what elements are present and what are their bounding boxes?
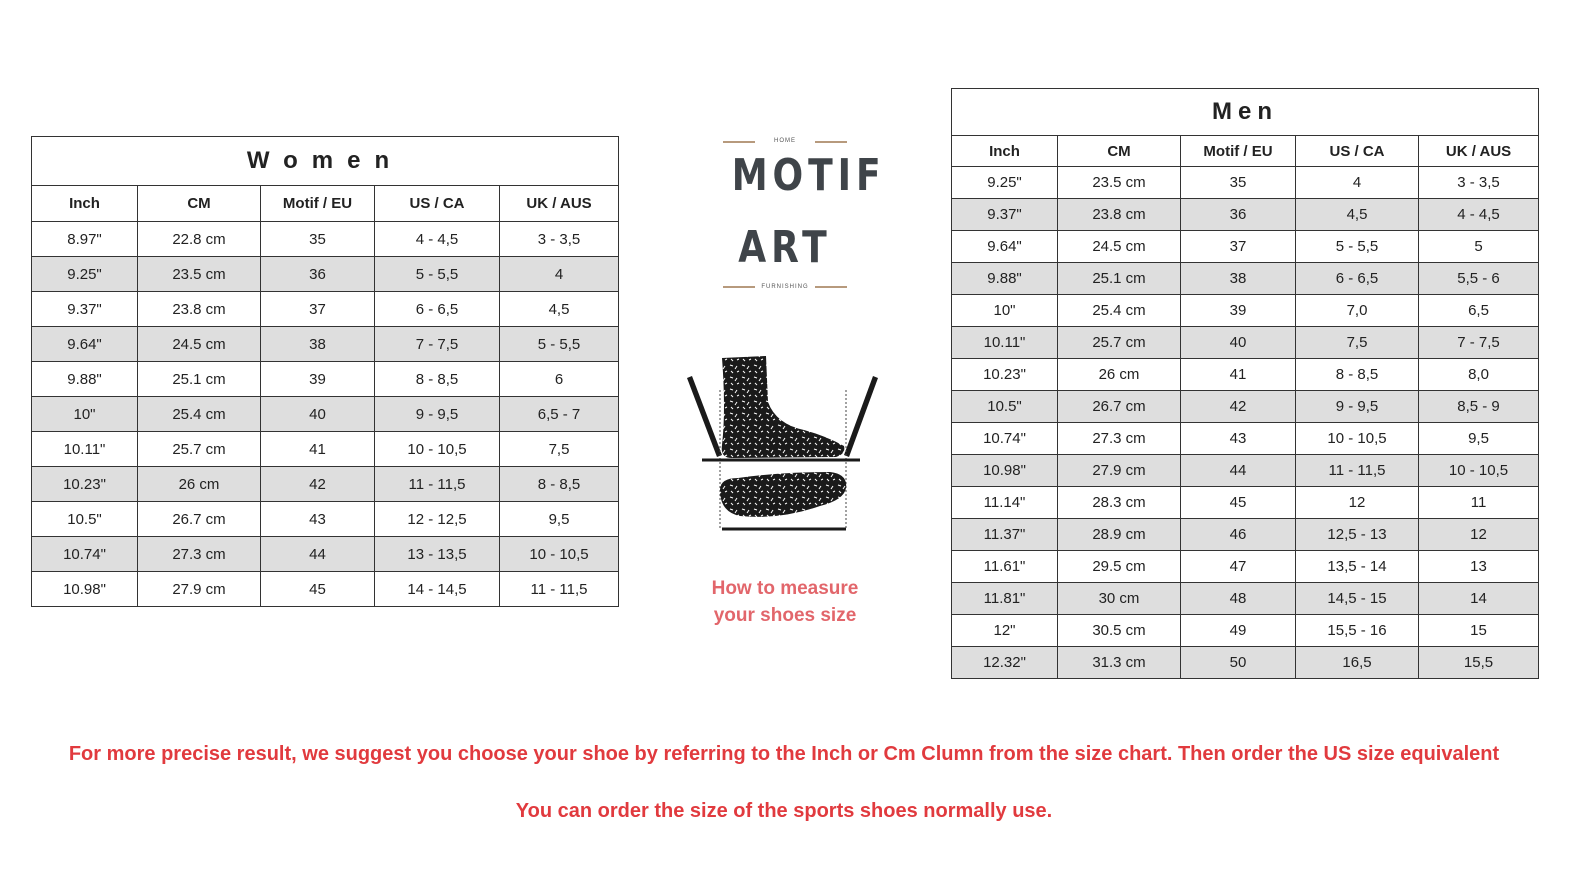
table-row	[32, 397, 619, 432]
measure-caption	[690, 575, 880, 629]
logo-top-text: HOME	[774, 138, 796, 144]
table-cell: 43	[261, 502, 375, 537]
table-cell: 9.25"	[32, 257, 138, 292]
table-cell: 26.7 cm	[138, 502, 261, 537]
table-row	[952, 263, 1539, 295]
table-cell: 30 cm	[1058, 583, 1181, 615]
table-row	[952, 231, 1539, 263]
table-cell: 4 - 4,5	[1419, 199, 1539, 231]
table-cell: 25.7 cm	[138, 432, 261, 467]
table-cell: 42	[261, 467, 375, 502]
table-cell: 25.1 cm	[138, 362, 261, 397]
table-cell: 27.3 cm	[138, 537, 261, 572]
table-cell: 7,5	[500, 432, 619, 467]
table-cell: 11.14"	[952, 487, 1058, 519]
table-cell: 44	[1181, 455, 1296, 487]
table-cell: 11 - 11,5	[500, 572, 619, 607]
table-cell: 6 - 6,5	[375, 292, 500, 327]
logo-rule	[815, 286, 847, 288]
table-row	[952, 583, 1539, 615]
table-cell: 16,5	[1296, 647, 1419, 679]
table-row	[952, 199, 1539, 231]
table-cell: 10.5"	[32, 502, 138, 537]
table-cell: 11 - 11,5	[375, 467, 500, 502]
table-cell: 10.74"	[32, 537, 138, 572]
table-cell: 40	[1181, 327, 1296, 359]
table-cell: 9,5	[500, 502, 619, 537]
logo-word-2: ART	[738, 222, 832, 273]
table-cell: 4,5	[500, 292, 619, 327]
table-cell: 6,5 - 7	[500, 397, 619, 432]
caption-line-2: your shoes size	[713, 605, 857, 626]
table-row	[32, 537, 619, 572]
table-cell: 13 - 13,5	[375, 537, 500, 572]
table-row	[952, 391, 1539, 423]
table-cell: 24.5 cm	[1058, 231, 1181, 263]
table-cell: 28.3 cm	[1058, 487, 1181, 519]
header-us: US / CA	[375, 186, 500, 222]
table-cell: 7,5	[1296, 327, 1419, 359]
table-cell: 9 - 9,5	[375, 397, 500, 432]
table-cell: 45	[261, 572, 375, 607]
table-cell: 11.61"	[952, 551, 1058, 583]
table-row	[32, 432, 619, 467]
table-cell: 31.3 cm	[1058, 647, 1181, 679]
table-row	[952, 359, 1539, 391]
header-cm: CM	[1058, 136, 1181, 167]
table-cell: 9.25"	[952, 167, 1058, 199]
table-cell: 9.37"	[952, 199, 1058, 231]
table-row	[952, 615, 1539, 647]
table-cell: 10 - 10,5	[375, 432, 500, 467]
table-cell: 10 - 10,5	[500, 537, 619, 572]
table-cell: 29.5 cm	[1058, 551, 1181, 583]
table-cell: 22.8 cm	[138, 222, 261, 257]
table-cell: 10.23"	[952, 359, 1058, 391]
header-cm: CM	[138, 186, 261, 222]
brand-logo	[720, 132, 886, 297]
table-cell: 25.1 cm	[1058, 263, 1181, 295]
table-cell: 23.5 cm	[1058, 167, 1181, 199]
table-cell: 23.5 cm	[138, 257, 261, 292]
table-row	[32, 327, 619, 362]
table-cell: 10 - 10,5	[1296, 423, 1419, 455]
table-row	[32, 222, 619, 257]
table-cell: 15,5	[1419, 647, 1539, 679]
table-cell: 39	[261, 362, 375, 397]
table-row	[952, 455, 1539, 487]
table-row	[952, 167, 1539, 199]
table-cell: 13,5 - 14	[1296, 551, 1419, 583]
table-cell: 8,5 - 9	[1419, 391, 1539, 423]
table-cell: 45	[1181, 487, 1296, 519]
table-cell: 6,5	[1419, 295, 1539, 327]
table-cell: 35	[1181, 167, 1296, 199]
table-cell: 10"	[952, 295, 1058, 327]
table-row	[32, 467, 619, 502]
table-cell: 8 - 8,5	[375, 362, 500, 397]
table-cell: 11 - 11,5	[1296, 455, 1419, 487]
men-table-title: Men	[952, 89, 1539, 136]
table-cell: 10.74"	[952, 423, 1058, 455]
women-table-title: Women	[32, 137, 619, 186]
header-us: US / CA	[1296, 136, 1419, 167]
table-cell: 43	[1181, 423, 1296, 455]
table-cell: 3 - 3,5	[500, 222, 619, 257]
men-size-table	[951, 88, 1539, 679]
table-cell: 7 - 7,5	[1419, 327, 1539, 359]
table-cell: 26 cm	[1058, 359, 1181, 391]
header-eu: Motif / EU	[1181, 136, 1296, 167]
table-cell: 8 - 8,5	[500, 467, 619, 502]
table-cell: 12 - 12,5	[375, 502, 500, 537]
table-row	[32, 257, 619, 292]
table-cell: 8,0	[1419, 359, 1539, 391]
men-table-body	[952, 167, 1539, 679]
table-row	[32, 292, 619, 327]
table-cell: 28.9 cm	[1058, 519, 1181, 551]
table-cell: 38	[1181, 263, 1296, 295]
table-cell: 41	[261, 432, 375, 467]
table-cell: 25.4 cm	[138, 397, 261, 432]
table-cell: 25.4 cm	[1058, 295, 1181, 327]
table-row	[952, 551, 1539, 583]
table-cell: 12"	[952, 615, 1058, 647]
table-cell: 9,5	[1419, 423, 1539, 455]
sports-shoe-note: You can order the size of the sports shoes normally use.	[515, 800, 1053, 822]
header-uk: UK / AUS	[500, 186, 619, 222]
table-cell: 27.3 cm	[1058, 423, 1181, 455]
table-cell: 7 - 7,5	[375, 327, 500, 362]
table-cell: 14 - 14,5	[375, 572, 500, 607]
table-cell: 12,5 - 13	[1296, 519, 1419, 551]
table-row	[952, 487, 1539, 519]
table-cell: 49	[1181, 615, 1296, 647]
table-cell: 4	[1296, 167, 1419, 199]
table-cell: 5,5 - 6	[1419, 263, 1539, 295]
table-cell: 36	[261, 257, 375, 292]
table-cell: 9.64"	[32, 327, 138, 362]
table-cell: 14,5 - 15	[1296, 583, 1419, 615]
table-cell: 46	[1181, 519, 1296, 551]
table-cell: 10 - 10,5	[1419, 455, 1539, 487]
table-cell: 30.5 cm	[1058, 615, 1181, 647]
table-cell: 5 - 5,5	[500, 327, 619, 362]
foot-measurement-icon	[680, 350, 890, 540]
table-cell: 14	[1419, 583, 1539, 615]
table-cell: 24.5 cm	[138, 327, 261, 362]
table-cell: 38	[261, 327, 375, 362]
caption-line-1: How to measure	[711, 578, 859, 599]
table-cell: 9.88"	[32, 362, 138, 397]
table-cell: 3 - 3,5	[1419, 167, 1539, 199]
table-cell: 44	[261, 537, 375, 572]
table-cell: 4,5	[1296, 199, 1419, 231]
table-cell: 9.37"	[32, 292, 138, 327]
logo-rule	[815, 141, 847, 143]
table-row	[32, 572, 619, 607]
table-cell: 11.81"	[952, 583, 1058, 615]
table-row	[952, 327, 1539, 359]
table-cell: 4	[500, 257, 619, 292]
table-cell: 6	[500, 362, 619, 397]
table-cell: 47	[1181, 551, 1296, 583]
table-cell: 35	[261, 222, 375, 257]
table-cell: 10.98"	[952, 455, 1058, 487]
table-cell: 25.7 cm	[1058, 327, 1181, 359]
table-row	[952, 647, 1539, 679]
table-cell: 4 - 4,5	[375, 222, 500, 257]
men-header-row	[952, 136, 1539, 167]
table-row	[32, 502, 619, 537]
table-cell: 11.37"	[952, 519, 1058, 551]
table-cell: 41	[1181, 359, 1296, 391]
table-row	[952, 519, 1539, 551]
table-cell: 15	[1419, 615, 1539, 647]
table-cell: 5 - 5,5	[375, 257, 500, 292]
table-cell: 12	[1419, 519, 1539, 551]
table-cell: 10"	[32, 397, 138, 432]
table-cell: 40	[261, 397, 375, 432]
header-uk: UK / AUS	[1419, 136, 1539, 167]
table-row	[32, 362, 619, 397]
table-cell: 12	[1296, 487, 1419, 519]
table-cell: 10.98"	[32, 572, 138, 607]
women-size-table	[31, 136, 619, 607]
table-cell: 12.32"	[952, 647, 1058, 679]
header-inch: Inch	[32, 186, 138, 222]
table-cell: 26 cm	[138, 467, 261, 502]
logo-bottom-text: FURNISHING	[761, 284, 809, 290]
table-cell: 8 - 8,5	[1296, 359, 1419, 391]
table-cell: 9 - 9,5	[1296, 391, 1419, 423]
women-table-body	[32, 222, 619, 607]
table-cell: 11	[1419, 487, 1539, 519]
table-cell: 39	[1181, 295, 1296, 327]
women-header-row	[32, 186, 619, 222]
table-cell: 9.64"	[952, 231, 1058, 263]
table-cell: 50	[1181, 647, 1296, 679]
size-advice-note: For more precise result, we suggest you choose your shoe by referring to the Inch or Cm Clumn from the size chart. Then order the US size equivalent	[68, 743, 1500, 765]
table-cell: 9.88"	[952, 263, 1058, 295]
table-cell: 5 - 5,5	[1296, 231, 1419, 263]
header-inch: Inch	[952, 136, 1058, 167]
logo-word-1: MOTIF	[731, 150, 886, 201]
table-cell: 10.11"	[32, 432, 138, 467]
table-cell: 36	[1181, 199, 1296, 231]
table-cell: 37	[261, 292, 375, 327]
table-cell: 8.97"	[32, 222, 138, 257]
table-cell: 10.11"	[952, 327, 1058, 359]
table-cell: 13	[1419, 551, 1539, 583]
table-cell: 23.8 cm	[138, 292, 261, 327]
table-cell: 42	[1181, 391, 1296, 423]
table-cell: 27.9 cm	[1058, 455, 1181, 487]
table-cell: 6 - 6,5	[1296, 263, 1419, 295]
table-cell: 5	[1419, 231, 1539, 263]
table-cell: 15,5 - 16	[1296, 615, 1419, 647]
table-row	[952, 295, 1539, 327]
table-cell: 7,0	[1296, 295, 1419, 327]
table-cell: 37	[1181, 231, 1296, 263]
table-cell: 10.5"	[952, 391, 1058, 423]
table-cell: 23.8 cm	[1058, 199, 1181, 231]
table-cell: 48	[1181, 583, 1296, 615]
table-cell: 10.23"	[32, 467, 138, 502]
table-cell: 26.7 cm	[1058, 391, 1181, 423]
table-cell: 27.9 cm	[138, 572, 261, 607]
table-row	[952, 423, 1539, 455]
header-eu: Motif / EU	[261, 186, 375, 222]
